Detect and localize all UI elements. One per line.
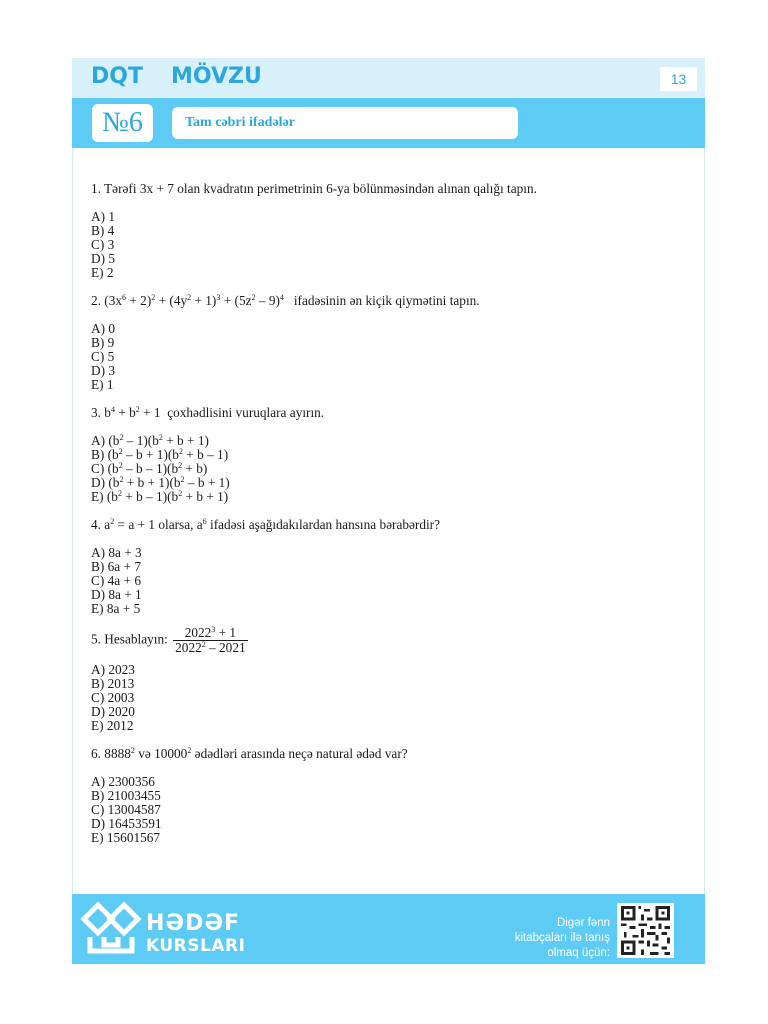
option: B) 4 (91, 223, 115, 238)
option: C) $(b^2 - b - 1)(b^2 + b)$ (91, 461, 208, 476)
option: B) 9 (91, 335, 115, 350)
topic-number: №6 (92, 104, 153, 142)
logo-wordmark: HƏDƏF (146, 911, 241, 936)
option: C) 4a + 6 (91, 573, 141, 588)
fraction-numerator: $2022^3 + 1$ (173, 626, 247, 641)
hedef-logo-icon (80, 901, 142, 957)
option: A) 1 (91, 209, 116, 224)
question-3-options (91, 434, 691, 504)
option: E) 1 (91, 377, 114, 392)
question-2-text: 2. $(3x^6 + 2)^2 + (4y^2 + 1)^3 + (5z^2 - 9)^4$ ifadəsinin ən kiçik qiymətini tapın. (91, 293, 480, 308)
brand-movzu: MÖVZU (171, 64, 262, 89)
fraction (173, 626, 247, 655)
option: B) 6a + 7 (91, 559, 141, 574)
option: E) 15601567 (91, 830, 161, 845)
option: D) 2020 (91, 704, 135, 719)
option: A) $(b^2 - 1)(b^2 + b + 1)$ (91, 433, 209, 448)
option: B) 2013 (91, 676, 135, 691)
topic-title: Tam cəbri ifadələr (172, 107, 518, 139)
option: C) 3 (91, 237, 115, 252)
option: E) 8a + 5 (91, 601, 141, 616)
question-4-options (91, 546, 691, 616)
question-4-text: 4. $a^2 = a + 1$ olarsa, $a^6$ ifadəsi aşağıdakılardan hansına bərabərdir? (91, 517, 440, 532)
option: E) 2 (91, 265, 114, 280)
question-3-text: 3. $b^4 + b^2 + 1$ çoxhədlisini vuruqlara ayırın. (91, 405, 325, 420)
option: A) 8a + 3 (91, 545, 142, 560)
option: D) $(b^2 + b + 1)(b^2 - b + 1)$ (91, 475, 230, 490)
option: C) 2003 (91, 690, 135, 705)
question-6-text: 6. 8888$^2$ və 10000$^2$ ədədləri arasında neçə natural ədəd var? (91, 746, 408, 761)
option: B) 21003455 (91, 788, 161, 803)
question-6-options (91, 775, 691, 845)
fraction-denominator: 2022$^2$ – 2021 (175, 640, 246, 655)
option: A) 2023 (91, 662, 135, 677)
header-band (72, 58, 705, 98)
question-5-options (91, 663, 691, 733)
qr-code-icon[interactable] (617, 903, 674, 958)
option: D) 16453591 (91, 816, 162, 831)
option: A) 2300356 (91, 774, 155, 789)
brand-dqt: DQT (91, 64, 143, 89)
question-1-options (91, 210, 691, 280)
question-2-options (91, 322, 691, 392)
option: B) $(b^2 - b + 1)(b^2 + b - 1)$ (91, 447, 229, 462)
footer-note: Digər fənn kitabçaları ilə tanış olmaq üçün: (514, 917, 610, 959)
option: D) 8a + 1 (91, 587, 142, 602)
page-number: 13 (660, 67, 697, 91)
logo-subtitle: KURSLARI (146, 936, 246, 956)
question-1-text: 1. Tərəfi 3x + 7 olan kvadratın perimetrinin 6-ya bölünməsindən alınan qalığı tapın. (91, 181, 537, 196)
option: C) 13004587 (91, 802, 161, 817)
question-5-text: 5. Hesablayın: $\frac{2022^3 + 1}{2022^2 - 2021}$ (91, 625, 246, 655)
option: C) 5 (91, 349, 115, 364)
option: A) 0 (91, 321, 116, 336)
option: D) 5 (91, 251, 116, 266)
option: D) 3 (91, 363, 116, 378)
option: E) 2012 (91, 718, 134, 733)
option: E) $(b^2 + b - 1)(b^2 + b + 1)$ (91, 489, 229, 504)
question-list (91, 182, 691, 859)
